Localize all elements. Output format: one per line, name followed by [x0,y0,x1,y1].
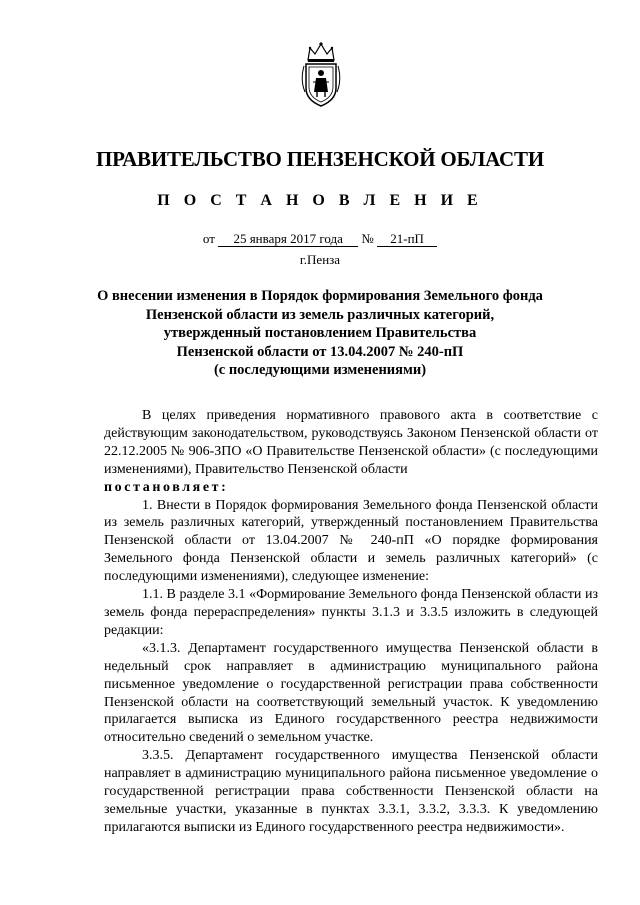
decree-subject [90,287,550,380]
document-type: П О С Т А Н О В Л Е Н И Е [157,192,483,209]
subject-line: Пензенской области из земель различных категорий, [145,306,495,323]
decree-date: 25 января 2017 года [218,232,358,247]
preamble-paragraph: В целях приведения нормативного правового акта в соответствие с действующим законодательством, руководствуясь Законом Пензенской области от 22.12.2005 № 906-ЗПО «О Правительстве Пензенской области» (с последующими изменениями), Правительство Пензенской области [104,408,598,477]
item-1-paragraph: 1. Внести в Порядок формирования Земельного фонда Пензенской области из земель различных категорий, утвержденный постановлением Правительства Пензенской области от 13.04.2007 № 240-пП «О порядке формирования Земельного фонда Пензенской области и земель различных категорий» (с последующими изменениями), следующее изменение: [104,497,598,585]
decree-number: 21-пП [377,232,437,247]
city: г.Пенза [299,252,341,267]
date-prefix: от [202,231,215,246]
clause-3-1-3-paragraph: «3.1.3. Департамент государственного имущества Пензенской области в недельный срок направляет в администрацию муниципального района письменное уведомление о государственной регистрации права собственности Пензенской области на соответствующий земельный участок. К уведомлению прилагается выписка из Единого государственного реестра недвижимости относительно сведений о земельном участке. [104,640,598,746]
government-title: ПРАВИТЕЛЬСТВО ПЕНЗЕНСКОЙ ОБЛАСТИ [96,147,544,171]
resolves-line [104,479,598,497]
clause-3-3-5-paragraph: 3.3.5. Департамент государственного имущества Пензенской области направляет в администрацию муниципального района письменное уведомление о государственной регистрации права собственности Пензенской области на земельные участки, указанные в пунктах 3.3.1, 3.3.2, 3.3.3. К уведомлению прилагаются выписки из Единого государственного реестра недвижимости». [104,748,598,835]
subject-line: О внесении изменения в Порядок формирования Земельного фонда [97,288,543,304]
subject-line: утвержденный постановлением Правительства [163,325,477,341]
coat-of-arms-icon [298,40,344,110]
item-1-1-paragraph: 1.1. В разделе 3.1 «Формирование Земельного фонда Пензенской области из земель фонда перераспределения» пункты 3.1.3 и 3.3.5 изложить в следующей редакции: [104,587,598,638]
subject-line: Пензенской области от 13.04.2007 № 240-пП [176,343,464,360]
number-sign: № [361,231,374,246]
decree-body [104,407,598,837]
subject-line: (с последующими изменениями) [213,362,427,378]
resolves-word: постановляет: [104,479,229,495]
date-number-line [0,231,640,247]
